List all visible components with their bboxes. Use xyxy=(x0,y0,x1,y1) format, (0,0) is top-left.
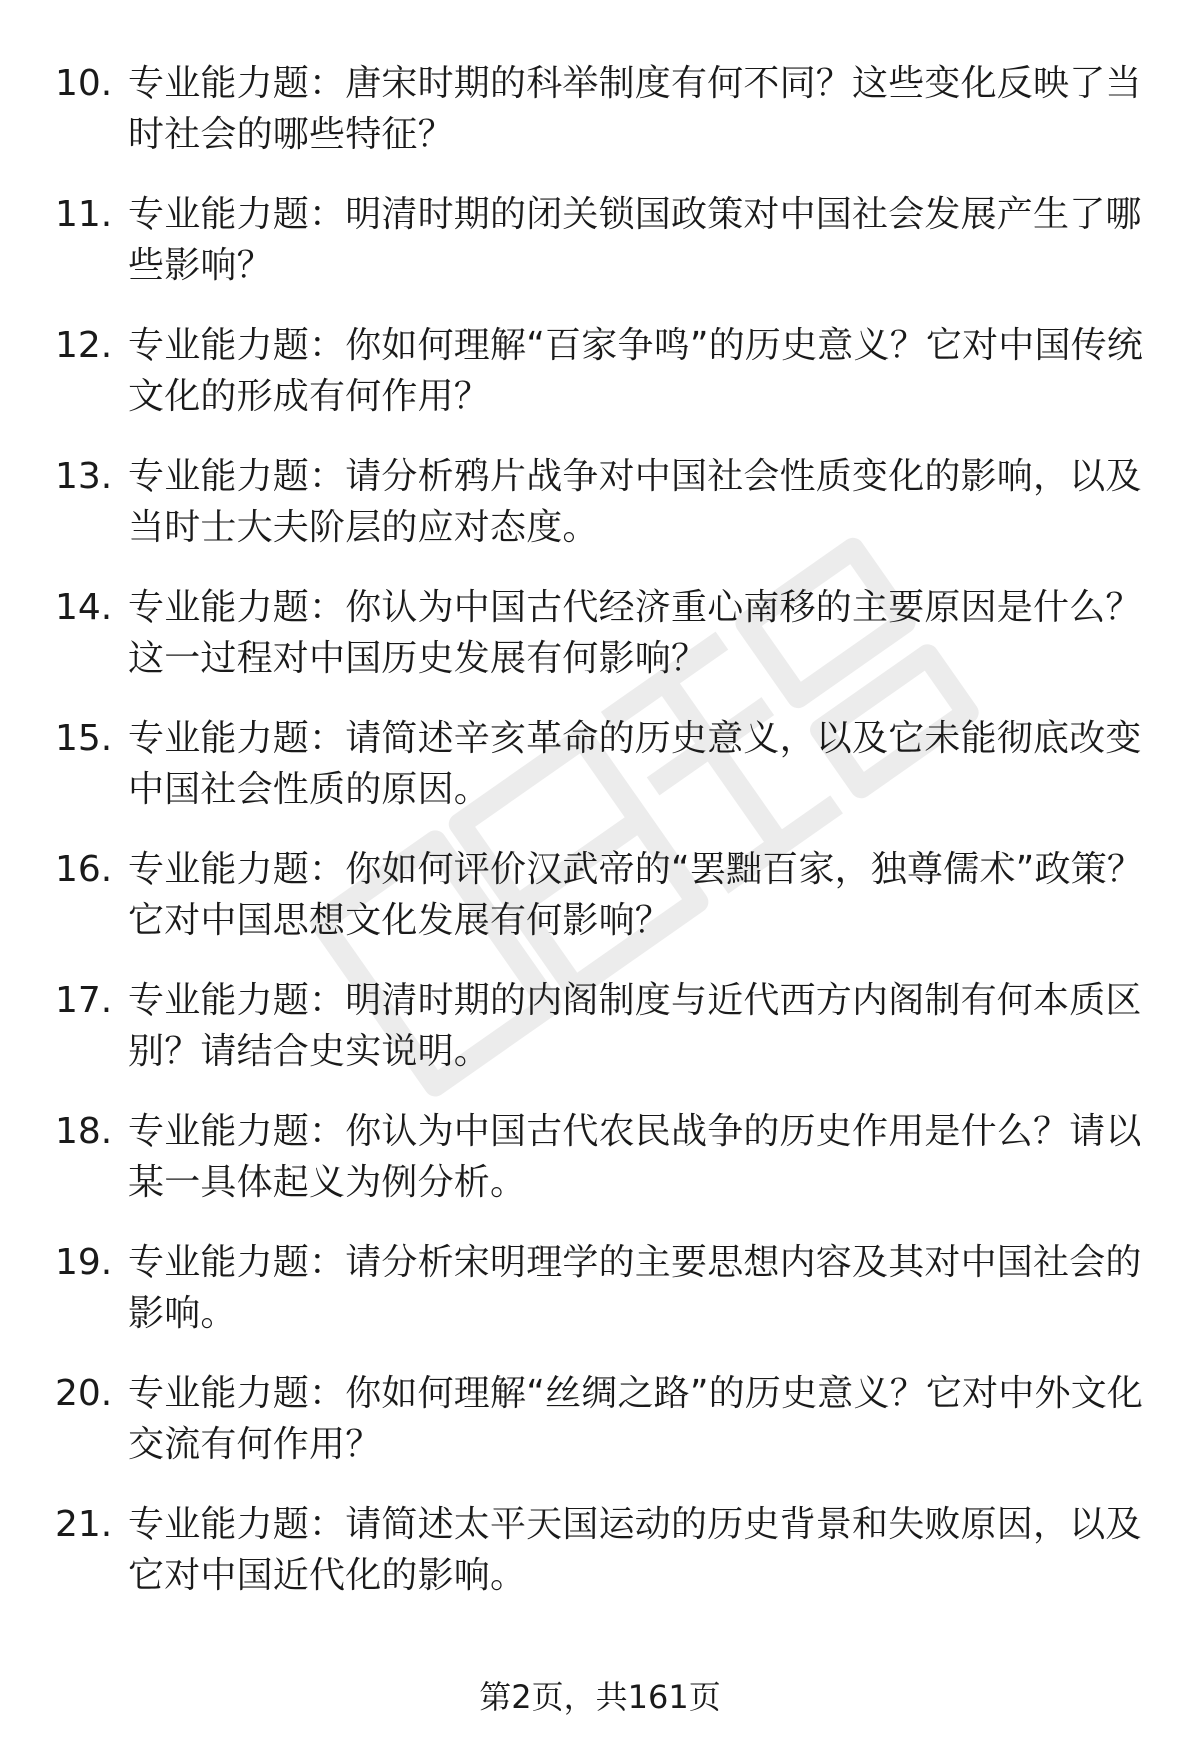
list-item xyxy=(0,320,1200,451)
question-number: 16. xyxy=(55,849,113,890)
question-text: 专业能力题：你如何评价汉武帝的“罢黜百家，独尊儒术”政策？它对中国思想文化发展有何影响？ xyxy=(128,849,1144,941)
list-item xyxy=(0,58,1200,189)
question-text: 专业能力题：请分析宋明理学的主要思想内容及其对中国社会的影响。 xyxy=(128,1242,1142,1334)
page-footer: 第2页，共161页 xyxy=(479,1678,721,1716)
list-item xyxy=(0,582,1200,713)
list-item xyxy=(0,451,1200,582)
question-number: 12. xyxy=(55,325,113,366)
question-number: 21. xyxy=(55,1504,113,1545)
list-item xyxy=(0,1237,1200,1368)
question-text: 专业能力题：请分析鸦片战争对中国社会性质变化的影响，以及当时士大夫阶层的应对态度。 xyxy=(128,456,1142,548)
list-item xyxy=(0,1499,1200,1630)
question-text: 专业能力题：请简述太平天国运动的历史背景和失败原因，以及它对中国近代化的影响。 xyxy=(128,1504,1142,1596)
question-text: 专业能力题：明清时期的闭关锁国政策对中国社会发展产生了哪些影响？ xyxy=(128,194,1142,286)
question-number: 19. xyxy=(55,1242,113,1283)
list-item xyxy=(0,1368,1200,1499)
question-text: 专业能力题：你如何理解“百家争鸣”的历史意义？它对中国传统文化的形成有何作用？ xyxy=(128,325,1144,417)
question-text: 专业能力题：请简述辛亥革命的历史意义，以及它未能彻底改变中国社会性质的原因。 xyxy=(128,718,1142,810)
list-item xyxy=(0,1106,1200,1237)
question-number: 18. xyxy=(55,1111,113,1152)
question-number: 14. xyxy=(55,587,113,628)
question-text: 专业能力题：你认为中国古代农民战争的历史作用是什么？请以某一具体起义为例分析。 xyxy=(128,1111,1142,1203)
question-number: 20. xyxy=(55,1373,113,1414)
question-number: 13. xyxy=(55,456,113,497)
question-text: 专业能力题：明清时期的内阁制度与近代西方内阁制有何本质区别？请结合史实说明。 xyxy=(128,980,1142,1072)
question-number: 15. xyxy=(55,718,113,759)
question-number: 10. xyxy=(55,63,113,104)
list-item xyxy=(0,713,1200,844)
question-list xyxy=(0,58,1200,1630)
question-number: 17. xyxy=(55,980,113,1021)
question-text: 专业能力题：唐宋时期的科举制度有何不同？这些变化反映了当时社会的哪些特征？ xyxy=(128,63,1142,155)
list-item xyxy=(0,975,1200,1106)
list-item xyxy=(0,189,1200,320)
question-text: 专业能力题：你认为中国古代经济重心南移的主要原因是什么？这一过程对中国历史发展有何影响？ xyxy=(128,587,1142,679)
question-number: 11. xyxy=(55,194,113,235)
list-item xyxy=(0,844,1200,975)
question-text: 专业能力题：你如何理解“丝绸之路”的历史意义？它对中外文化交流有何作用？ xyxy=(128,1373,1144,1465)
